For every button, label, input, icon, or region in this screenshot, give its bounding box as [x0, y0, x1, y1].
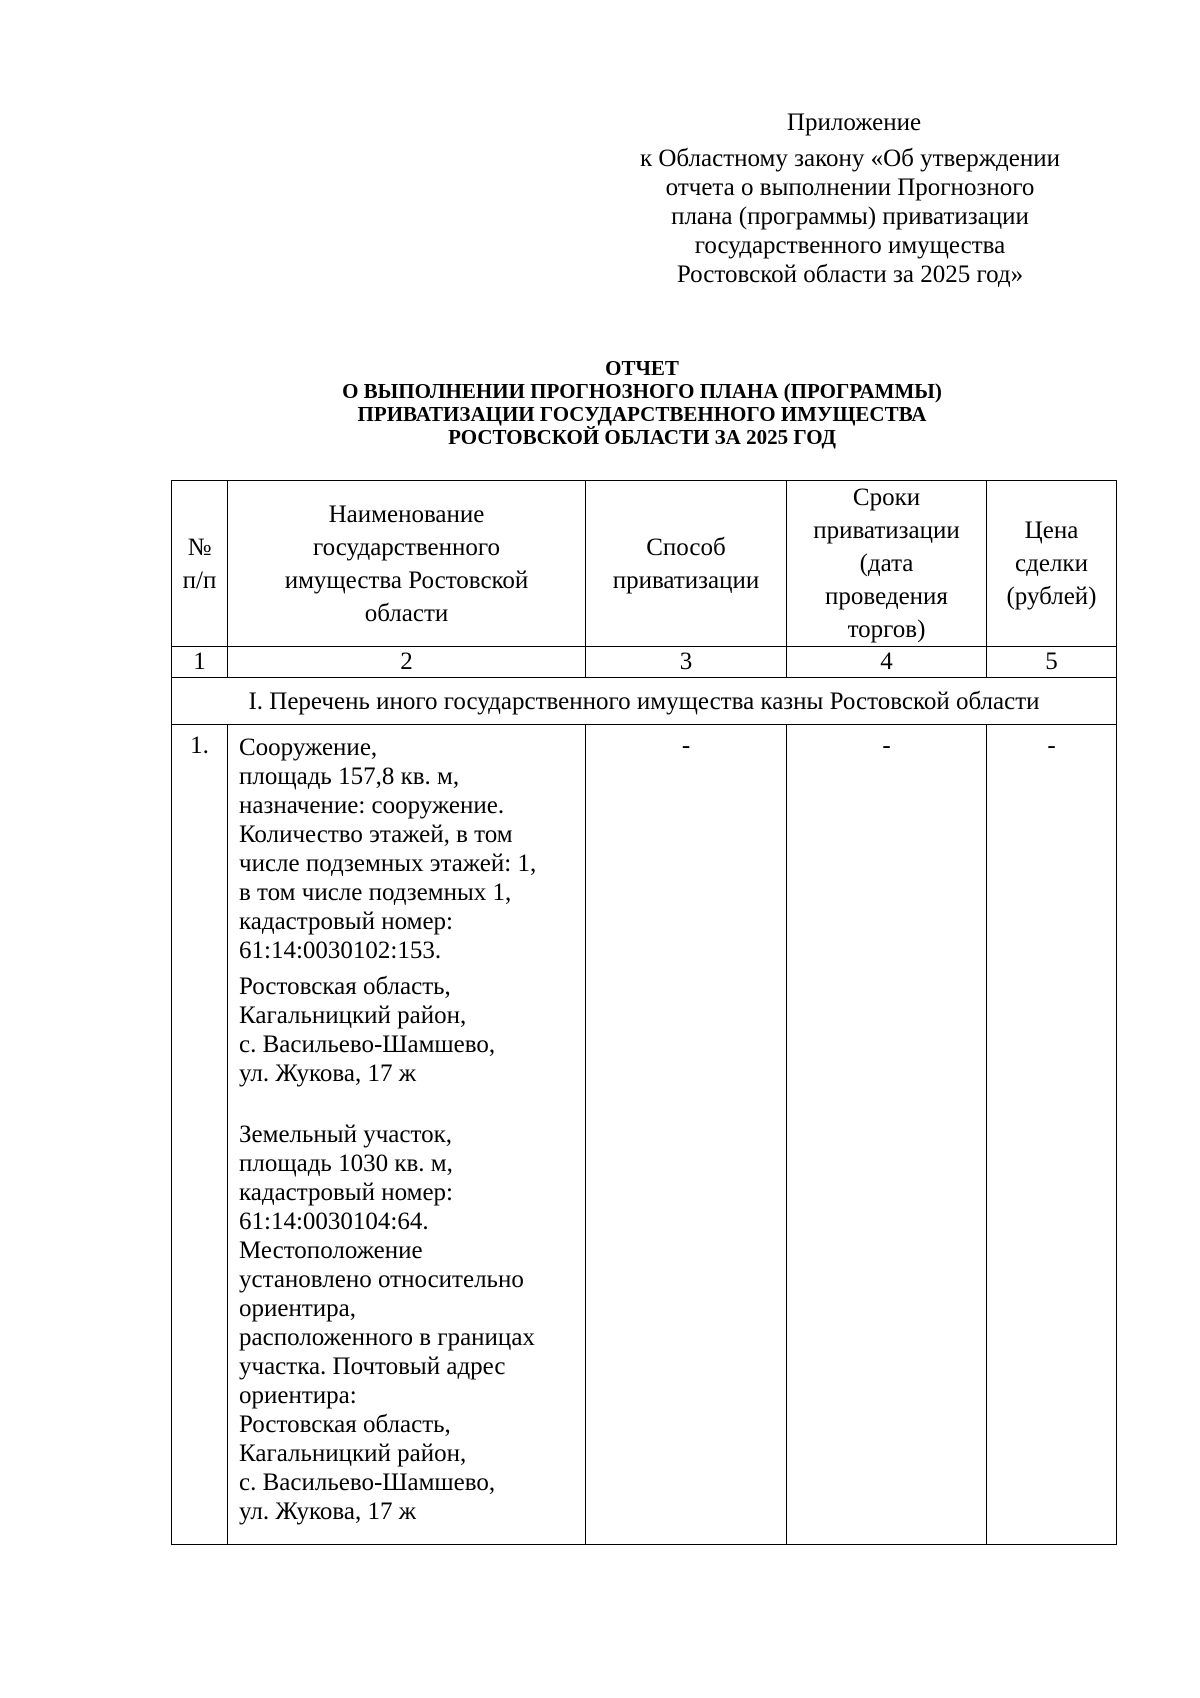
description-line: установлено относительно [239, 1266, 524, 1293]
description-line: площадь 1030 кв. м, [239, 1150, 453, 1177]
appendix-line: плана (программы) приватизации [671, 203, 1029, 230]
address-line: Кагальницкий район, [239, 1002, 467, 1029]
column-number: 3 [586, 647, 787, 678]
address-line: Ростовская область, [239, 1411, 451, 1438]
address-line: Кагальницкий район, [239, 1440, 467, 1467]
description-line: назначение: сооружение. [239, 792, 505, 819]
description-line: 61:14:0030104:64. [239, 1208, 429, 1235]
address-line: ул. Жукова, 17 ж [239, 1060, 417, 1087]
appendix-line: к Областному закону «Об утверждении [639, 145, 1061, 172]
report-title-line: РОСТОВСКОЙ ОБЛАСТИ ЗА 2025 ГОД [448, 425, 836, 449]
header-line: торгов) [847, 616, 926, 643]
description-line: площадь 157,8 кв. м, [239, 763, 460, 790]
report-title [160, 357, 1124, 449]
column-number-row [172, 647, 1117, 678]
header-line: (дата [859, 550, 914, 577]
description-line: участка. Почтовый адрес [239, 1353, 506, 1380]
report-title-line: ПРИВАТИЗАЦИИ ГОСУДАРСТВЕННОГО ИМУЩЕСТВА [357, 402, 927, 426]
header-line: сделки [1015, 550, 1088, 577]
header-line: № [187, 533, 212, 561]
appendix-block [590, 108, 1110, 289]
header-line: области [364, 599, 449, 627]
appendix-title: Приложение [786, 109, 922, 136]
header-cell-dates [787, 481, 987, 647]
description-line: Сооружение, [239, 734, 378, 761]
header-line: п/п [182, 566, 217, 594]
column-number: 2 [228, 647, 586, 678]
report-title-line: ОТЧЕТ [605, 356, 679, 380]
header-line: Наименование [328, 500, 485, 528]
column-number: 4 [787, 647, 987, 678]
header-line: Способ [646, 533, 726, 561]
column-number: 1 [172, 647, 228, 678]
header-cell-number [172, 481, 228, 647]
description-line: кадастровый номер: [239, 908, 454, 935]
appendix-line: государственного имущества [694, 232, 1006, 259]
description-line: кадастровый номер: [239, 1179, 454, 1206]
header-line: Цена [1024, 517, 1079, 544]
deal-price: - [987, 725, 1117, 1545]
header-cell-name [228, 481, 586, 647]
table-row [172, 725, 1117, 1545]
section-title: I. Перечень иного государственного имущества казны Ростовской области [172, 678, 1117, 725]
description-line: 61:14:0030102:153. [239, 937, 442, 964]
address-line: с. Васильево-Шамшево, [239, 1469, 496, 1496]
description-line: числе подземных этажей: 1, [239, 850, 537, 877]
header-line: приватизации [612, 566, 760, 594]
header-cell-method [586, 481, 787, 647]
address-line: Ростовская область, [239, 973, 451, 1000]
appendix-line: отчета о выполнении Прогнозного [665, 174, 1035, 201]
privatization-table [171, 480, 1117, 1545]
table-header-row [172, 481, 1117, 647]
report-title-line: О ВЫПОЛНЕНИИ ПРОГНОЗНОГО ПЛАНА (ПРОГРАММЫ) [342, 379, 942, 403]
description-line: Количество этажей, в том [239, 821, 513, 848]
header-line: государственного [313, 533, 500, 561]
description-line: расположенного в границах [239, 1324, 535, 1351]
column-number: 5 [987, 647, 1117, 678]
appendix-line: Ростовской области за 2025 год» [676, 261, 1024, 288]
privatization-dates: - [787, 725, 987, 1545]
description-line: Земельный участок, [239, 1121, 452, 1148]
header-line: имущества Ростовской [284, 566, 529, 594]
header-line: Сроки [852, 484, 921, 511]
header-line: проведения [825, 583, 948, 610]
property-description [228, 725, 586, 1545]
address-line: с. Васильево-Шамшево, [239, 1031, 496, 1058]
description-line: Местоположение [239, 1237, 423, 1264]
header-line: (рублей) [1006, 583, 1097, 610]
description-line: ориентира: [239, 1382, 357, 1409]
row-index: 1. [172, 725, 228, 1545]
header-cell-price [987, 481, 1117, 647]
description-line: в том числе подземных 1, [239, 879, 512, 906]
address-line: ул. Жукова, 17 ж [239, 1498, 417, 1525]
header-line: приватизации [813, 517, 960, 544]
section-row [172, 678, 1117, 725]
privatization-method: - [586, 725, 787, 1545]
description-line: ориентира, [239, 1295, 357, 1322]
